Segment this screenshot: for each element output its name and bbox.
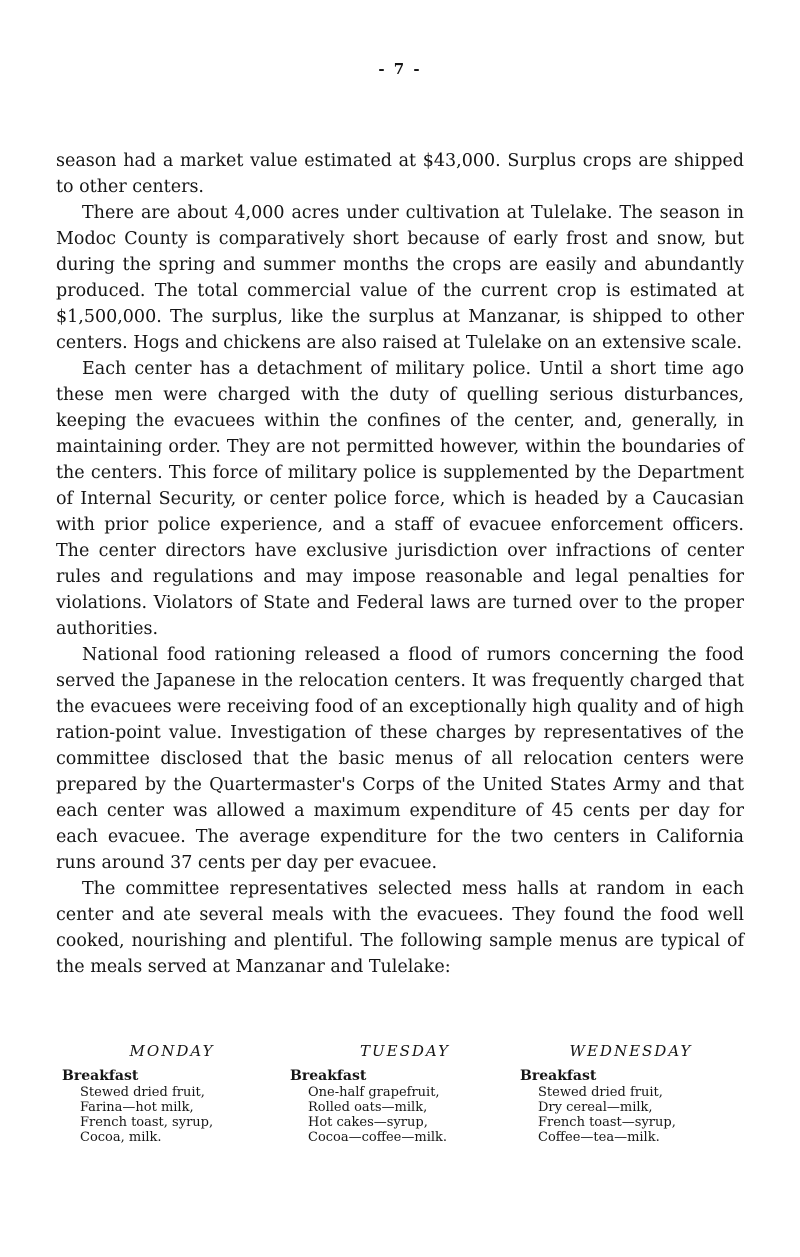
menu-item: Cocoa, milk. [80, 1130, 162, 1145]
menu-item: One-half grapefruit, [308, 1085, 440, 1100]
menu-monday [62, 1042, 282, 1145]
menu-meal-label: Breakfast [520, 1068, 597, 1084]
menu-items [290, 1085, 520, 1145]
menu-meal-label: Breakfast [62, 1068, 139, 1084]
paragraph: season had a market value estimated at $43,000. Surplus crops are shipped to other centers. [56, 151, 744, 197]
paragraph: The committee representatives selected mess halls at random in each center and ate several meals with the evacuees. They found the food well cooked, nourishing and plentiful. The following sample menus are typical of the meals served at Manzanar and Tulelake: [56, 879, 744, 977]
menu-item: Stewed dried fruit, [80, 1085, 205, 1100]
menu-item: Stewed dried fruit, [538, 1085, 663, 1100]
body-text [56, 148, 744, 980]
paragraph: Each center has a detachment of military police. Until a short time ago these men were charged with the duty of quelling serious disturbances, keeping the evacuees within the confines of the center, and, generally, in maintaining order. They are not permitted however, within the boundaries of the centers. This force of military police is supplemented by the Department of Internal Security, or center police force, which is headed by a Caucasian with prior police experience, and a staff of evacuee enforcement officers. The center directors have exclusive jurisdiction over infractions of center rules and regulations and may impose reasonable and legal penalties for violations. Violators of State and Federal laws are turned over to the proper authorities. [56, 359, 744, 639]
paragraph: There are about 4,000 acres under cultivation at Tulelake. The season in Modoc County is comparatively short because of early frost and snow, but during the spring and summer months the crops are easily and abundantly produced. The total commercial value of the current crop is estimated at $1,500,000. The surplus, like the surplus at Manzanar, is shipped to other centers. Hogs and chickens are also raised at Tulelake on an extensive scale. [56, 203, 744, 353]
menu-item: French toast—syrup, [538, 1115, 676, 1130]
sample-menus [62, 1042, 742, 1162]
menu-day-title: MONDAY [129, 1042, 215, 1060]
menu-item: Farina—hot milk, [80, 1100, 194, 1115]
menu-items [62, 1085, 282, 1145]
menu-wednesday [520, 1042, 742, 1145]
menu-item: French toast, syrup, [80, 1115, 214, 1130]
menu-item: Cocoa—coffee—milk. [308, 1130, 448, 1145]
menu-meal-label: Breakfast [290, 1068, 367, 1084]
menu-day-title: WEDNESDAY [569, 1042, 693, 1060]
menu-item: Dry cereal—milk, [538, 1100, 653, 1115]
menu-tuesday [290, 1042, 520, 1145]
menu-item: Hot cakes—syrup, [308, 1115, 428, 1130]
menu-day-title: TUESDAY [359, 1042, 451, 1060]
menu-item: Rolled oats—milk, [308, 1100, 428, 1115]
menu-items [520, 1085, 742, 1145]
menu-item: Coffee—tea—milk. [538, 1130, 660, 1145]
paragraph: National food rationing released a flood of rumors concerning the food served the Japanese in the relocation centers. It was frequently charged that the evacuees were receiving food of an exceptionally high quality and of high ration-point value. Investigation of these charges by representatives of the committee disclosed that the basic menus of all relocation centers were prepared by the Quartermaster's Corps of the United States Army and that each center was allowed a maximum expenditure of 45 cents per day for each evacuee. The average expenditure for the two centers in California runs around 37 cents per day per evacuee. [56, 645, 744, 873]
page-number: - 7 - [378, 60, 422, 78]
